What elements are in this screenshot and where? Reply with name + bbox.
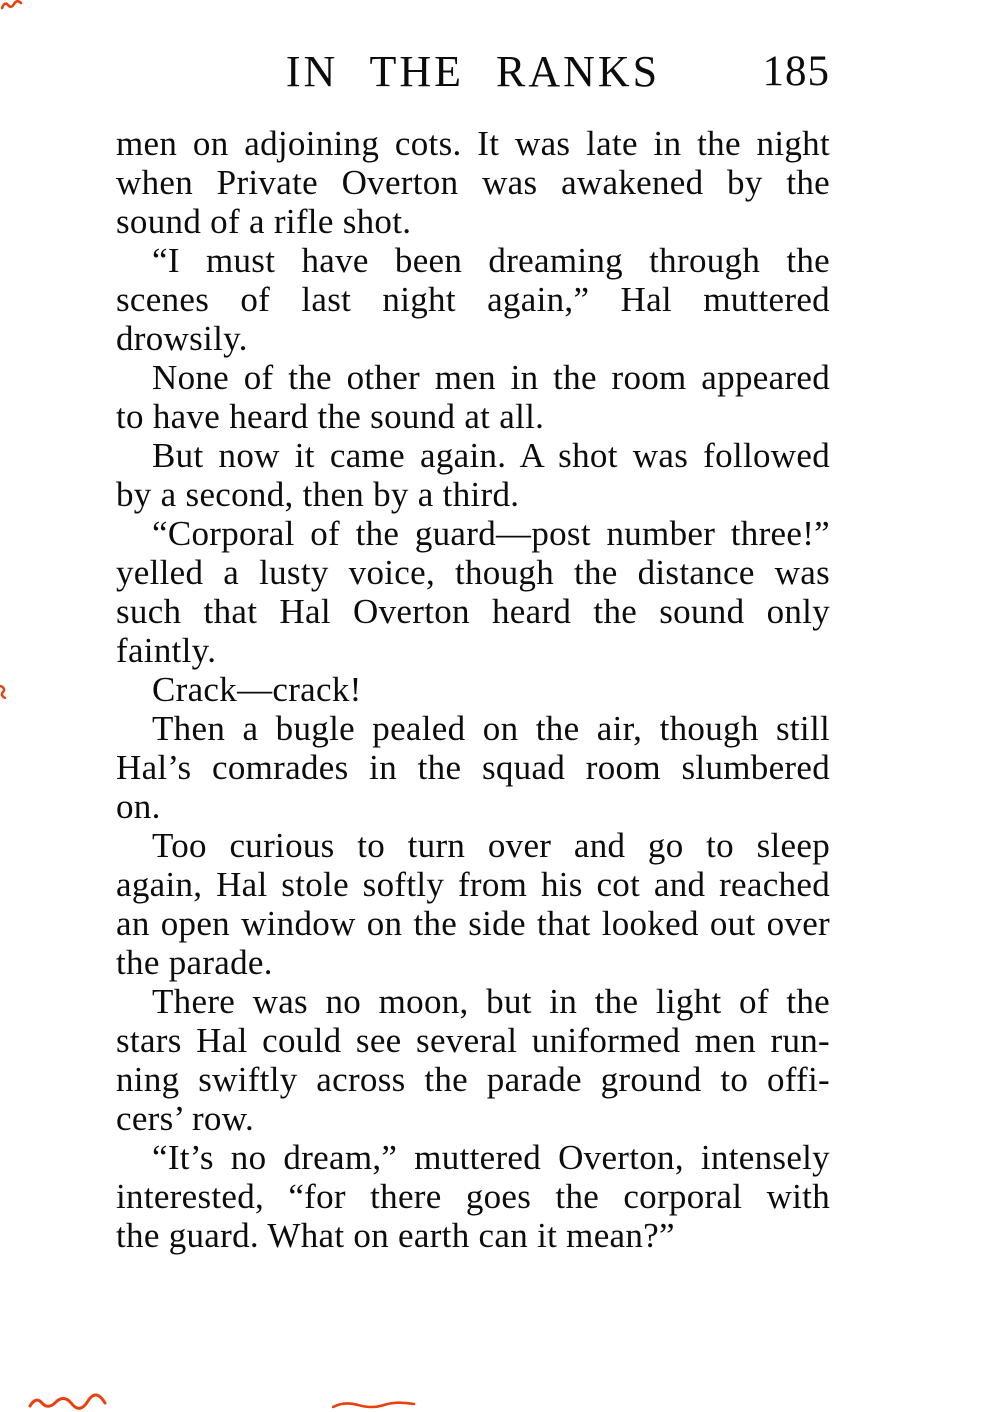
text-line: But now it came again. A shot was followed (152, 436, 830, 475)
red-ink-mark-left-edge (0, 685, 9, 699)
text-line: faintly. (116, 631, 217, 670)
text-line: Then a bugle pealed on the air, though still (152, 709, 830, 748)
text-line: Hal’s comrades in the squad room slumbered (116, 748, 830, 787)
text-line: the guard. What on earth can it mean?” (116, 1216, 675, 1255)
text-line: again, Hal stole softly from his cot and reached (116, 865, 830, 904)
paragraph (116, 358, 830, 436)
paragraph (116, 709, 830, 826)
paragraph (116, 436, 830, 514)
text-line: ning swiftly across the parade ground to offi- (116, 1060, 830, 1099)
paragraph (116, 982, 830, 1138)
text-line: on. (116, 787, 161, 826)
paragraph (116, 124, 830, 241)
page-number: 185 (762, 48, 830, 95)
text-line: when Private Overton was awakened by the (116, 163, 830, 202)
text-line: yelled a lusty voice, though the distance was (116, 553, 830, 592)
text-line: Too curious to turn over and go to sleep (152, 826, 830, 865)
red-ink-mark-bottom-left (28, 1393, 108, 1411)
red-ink-mark-bottom-center (332, 1400, 416, 1411)
paragraph (116, 670, 830, 709)
text-line: interested, “for there goes the corporal with (116, 1177, 830, 1216)
text-column (116, 124, 830, 1255)
paragraph (116, 241, 830, 358)
paragraph (116, 826, 830, 982)
text-line: stars Hal could see several uniformed men run- (116, 1021, 830, 1060)
text-line: drowsily. (116, 319, 248, 358)
paragraph (116, 514, 830, 670)
text-line: “I must have been dreaming through the (152, 241, 830, 280)
text-line: scenes of last night again,” Hal muttered (116, 280, 830, 319)
text-line: cers’ row. (116, 1099, 255, 1138)
text-line: “Corporal of the guard—post number three!” (152, 514, 830, 553)
page-header (116, 47, 830, 96)
text-line: the parade. (116, 943, 273, 982)
red-ink-mark-top-left (1, 0, 23, 11)
text-line: “It’s no dream,” muttered Overton, intensely (152, 1138, 830, 1177)
text-line: such that Hal Overton heard the sound only (116, 592, 830, 631)
text-line: men on adjoining cots. It was late in the night (116, 124, 830, 163)
running-title: IN THE RANKS (285, 47, 661, 96)
text-line: Crack—crack! (152, 670, 362, 709)
text-line: None of the other men in the room appeared (152, 358, 830, 397)
text-line: sound of a rifle shot. (116, 202, 412, 241)
text-line: There was no moon, but in the light of the (152, 982, 830, 1021)
text-line: an open window on the side that looked out over (116, 904, 830, 943)
text-line: to have heard the sound at all. (116, 397, 545, 436)
text-line: by a second, then by a third. (116, 475, 520, 514)
paragraph (116, 1138, 830, 1255)
